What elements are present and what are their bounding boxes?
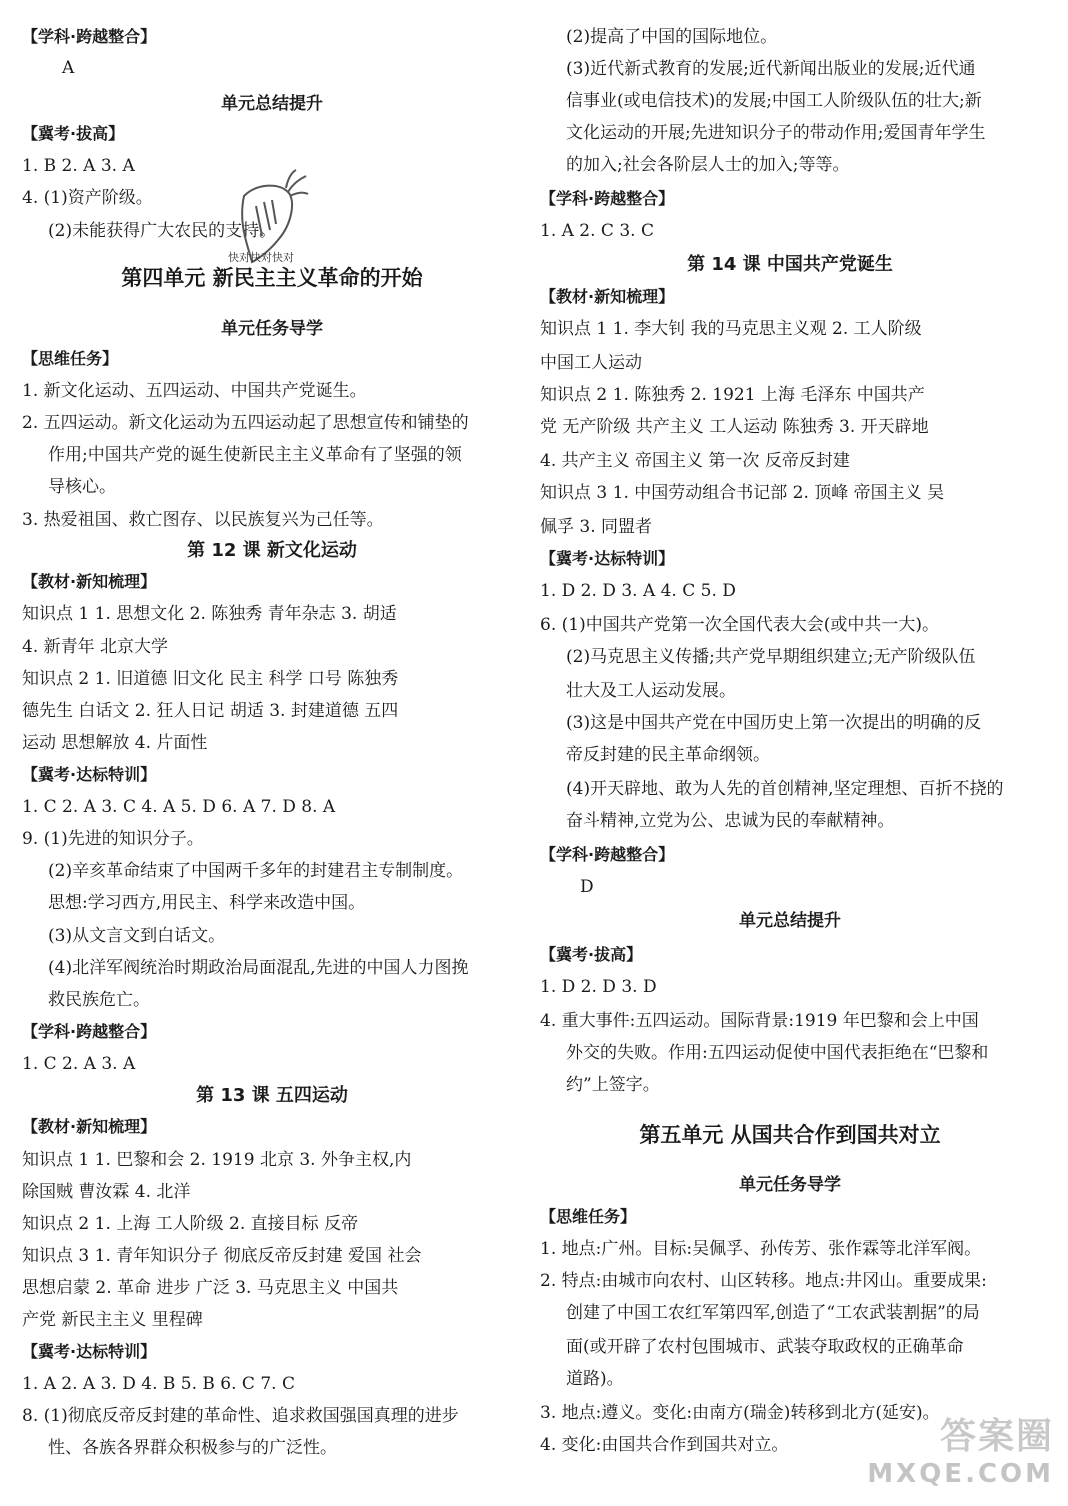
watermark (854, 1408, 1054, 1498)
text-line: D (580, 877, 594, 897)
text-line: 知识点 1 1. 巴黎和会 2. 1919 北京 3. 外争主权,内 (22, 1150, 412, 1170)
text-line: 知识点 2 1. 陈独秀 2. 1921 上海 毛泽东 中国共产 (540, 385, 925, 405)
text-line: 1. 新文化运动、五四运动、中国共产党诞生。 (22, 381, 367, 401)
text-line: 导核心。 (48, 477, 116, 497)
text-line: (2)辛亥革命结束了中国两千多年的封建君主专制制度。 (48, 861, 464, 881)
text-line: 4. (1)资产阶级。 (22, 188, 153, 208)
text-line: 中国工人运动 (540, 353, 642, 373)
section-heading: 单元总结提升 (739, 911, 841, 931)
text-line: 4. 重大事件:五四运动。国际背景:1919 年巴黎和会上中国 (540, 1011, 979, 1031)
section-heading: 单元总结提升 (221, 94, 323, 114)
text-line: 奋斗精神,立党为公、忠诚为民的奉献精神。 (566, 811, 895, 831)
section-heading: 单元任务导学 (739, 1175, 841, 1195)
text-line: 知识点 3 1. 中国劳动组合书记部 2. 顶峰 帝国主义 吴 (540, 483, 945, 503)
text-line: 党 无产阶级 共产主义 工人运动 陈独秀 3. 开天辟地 (540, 417, 929, 437)
section-tag: 【学科·跨越整合】 (540, 845, 675, 864)
text-line: 2. 五四运动。新文化运动为五四运动起了思想宣传和铺垫的 (22, 413, 469, 433)
text-line: 思想启蒙 2. 革命 进步 广泛 3. 马克思主义 中国共 (22, 1278, 399, 1298)
text-line: 救民族危亡。 (48, 990, 150, 1010)
text-line: 知识点 3 1. 青年知识分子 彻底反帝反封建 爱国 社会 (22, 1246, 422, 1266)
section-tag: 【冀考·达标特训】 (540, 549, 675, 568)
unit-title: 第五单元 从国共合作到国共对立 (639, 1123, 941, 1147)
text-line: 4. 共产主义 帝国主义 第一次 反帝反封建 (540, 451, 850, 471)
text-line: 约”上签字。 (566, 1075, 660, 1095)
text-line: 3. 热爱祖国、救亡图存、以民族复兴为己任等。 (22, 510, 384, 530)
section-tag: 【教材·新知梳理】 (22, 572, 157, 591)
text-line: 8. (1)彻底反帝反封建的革命性、追求救国强国真理的进步 (22, 1406, 459, 1426)
text-line: (4)北洋军阀统治时期政治局面混乱,先进的中国人力图挽 (48, 958, 469, 978)
section-tag: 【学科·跨越整合】 (22, 1022, 157, 1041)
text-line: 3. 地点:遵义。变化:由南方(瑞金)转移到北方(延安)。 (540, 1403, 940, 1423)
text-line: 文化运动的开展;先进知识分子的带动作用;爱国青年学生 (566, 123, 986, 143)
section-tag: 【教材·新知梳理】 (540, 287, 675, 306)
text-line: 4. 新青年 北京大学 (22, 637, 169, 657)
text-line: 除国贼 曹汝霖 4. 北洋 (22, 1182, 191, 1202)
text-line: (3)这是中国共产党在中国历史上第一次提出的明确的反 (566, 713, 982, 733)
text-line: 思想:学习西方,用民主、科学来改造中国。 (48, 893, 366, 913)
watermark-logo: 答案圈 (939, 1416, 1054, 1457)
text-line: 佩孚 3. 同盟者 (540, 517, 653, 537)
text-line: (3)近代新式教育的发展;近代新闻出版业的发展;近代通 (566, 59, 976, 79)
text-line: 外交的失败。作用:五四运动促使中国代表拒绝在“巴黎和 (566, 1043, 989, 1063)
text-line: 知识点 2 1. 上海 工人阶级 2. 直接目标 反帝 (22, 1214, 359, 1234)
text-line: 1. D 2. D 3. A 4. C 5. D (540, 581, 736, 601)
text-line: 道路)。 (566, 1369, 624, 1389)
section-tag: 【思维任务】 (22, 349, 119, 368)
text-line: 6. (1)中国共产党第一次全国代表大会(或中共一大)。 (540, 615, 939, 635)
text-line: 产党 新民主主义 里程碑 (22, 1310, 203, 1330)
section-tag: 【思维任务】 (540, 1207, 637, 1226)
section-tag: 【冀考·达标特训】 (22, 765, 157, 784)
text-line: (2)马克思主义传播;共产党早期组织建立;无产阶级队伍 (566, 647, 976, 667)
text-line: 9. (1)先进的知识分子。 (22, 829, 204, 849)
text-line: 帝反封建的民主革命纲领。 (566, 745, 770, 765)
text-line: 1. 地点:广州。目标:吴佩孚、孙传芳、张作霖等北洋军阀。 (540, 1239, 982, 1259)
text-line: 壮大及工人运动发展。 (566, 681, 736, 701)
text-line: 作用;中国共产党的诞生使新民主主义革命有了坚强的领 (48, 445, 462, 465)
text-line: 2. 特点:由城市向农村、山区转移。地点:井冈山。重要成果: (540, 1271, 987, 1291)
lesson-title: 第 14 课 中国共产党诞生 (687, 254, 893, 275)
text-line: 1. A 2. A 3. D 4. B 5. B 6. C 7. C (22, 1374, 295, 1394)
text-line: (3)从文言文到白话文。 (48, 926, 226, 946)
text-line: 4. 变化:由国共合作到国共对立。 (540, 1435, 789, 1455)
text-line: 信事业(或电信技术)的发展;中国工人阶级队伍的壮大;新 (566, 91, 982, 111)
text-line: (2)提高了中国的国际地位。 (566, 27, 778, 47)
text-line: 知识点 1 1. 李大钊 我的马克思主义观 2. 工人阶级 (540, 319, 922, 339)
section-tag: 【冀考·拔高】 (22, 124, 125, 143)
lesson-title: 第 13 课 五四运动 (196, 1085, 348, 1106)
text-line: 1. C 2. A 3. A (22, 1054, 136, 1074)
section-tag: 【学科·跨越整合】 (22, 27, 157, 46)
section-tag: 【教材·新知梳理】 (22, 1117, 157, 1136)
text-line: 面(或开辟了农村包围城市、武装夺取政权的正确革命 (566, 1337, 964, 1357)
text-line: 的加入;社会各阶层人士的加入;等等。 (566, 155, 850, 175)
text-line: 运动 思想解放 4. 片面性 (22, 733, 208, 753)
text-line: 知识点 1 1. 思想文化 2. 陈独秀 青年杂志 3. 胡适 (22, 604, 397, 624)
section-tag: 【冀考·拔高】 (540, 945, 643, 964)
text-line: 1. D 2. D 3. D (540, 977, 657, 997)
stamp-caption: 快对快对快对 (228, 251, 294, 264)
section-tag: 【冀考·达标特训】 (22, 1342, 157, 1361)
text-line: 1. C 2. A 3. C 4. A 5. D 6. A 7. D 8. A (22, 797, 336, 817)
text-line: 知识点 2 1. 旧道德 旧文化 民主 科学 口号 陈独秀 (22, 669, 399, 689)
watermark-url: MXQE.COM (867, 1459, 1054, 1489)
text-line: 性、各族各界群众积极参与的广泛性。 (48, 1438, 337, 1458)
text-line: (4)开天辟地、敢为人先的首创精神,坚定理想、百折不挠的 (566, 779, 1004, 799)
lesson-title: 第 12 课 新文化运动 (187, 540, 357, 561)
text-line: 德先生 白话文 2. 狂人日记 胡适 3. 封建道德 五四 (22, 701, 399, 721)
text-line: 1. A 2. C 3. C (540, 221, 654, 241)
section-heading: 单元任务导学 (221, 319, 323, 339)
text-line: 1. B 2. A 3. A (22, 156, 135, 176)
unit-title: 第四单元 新民主主义革命的开始 (121, 266, 423, 290)
text-line: 创建了中国工农红军第四军,创造了“工农武装割据”的局 (566, 1303, 980, 1323)
section-tag: 【学科·跨越整合】 (540, 189, 675, 208)
text-line: (2)未能获得广大农民的支持。 (48, 221, 277, 241)
text-line: A (62, 58, 75, 78)
